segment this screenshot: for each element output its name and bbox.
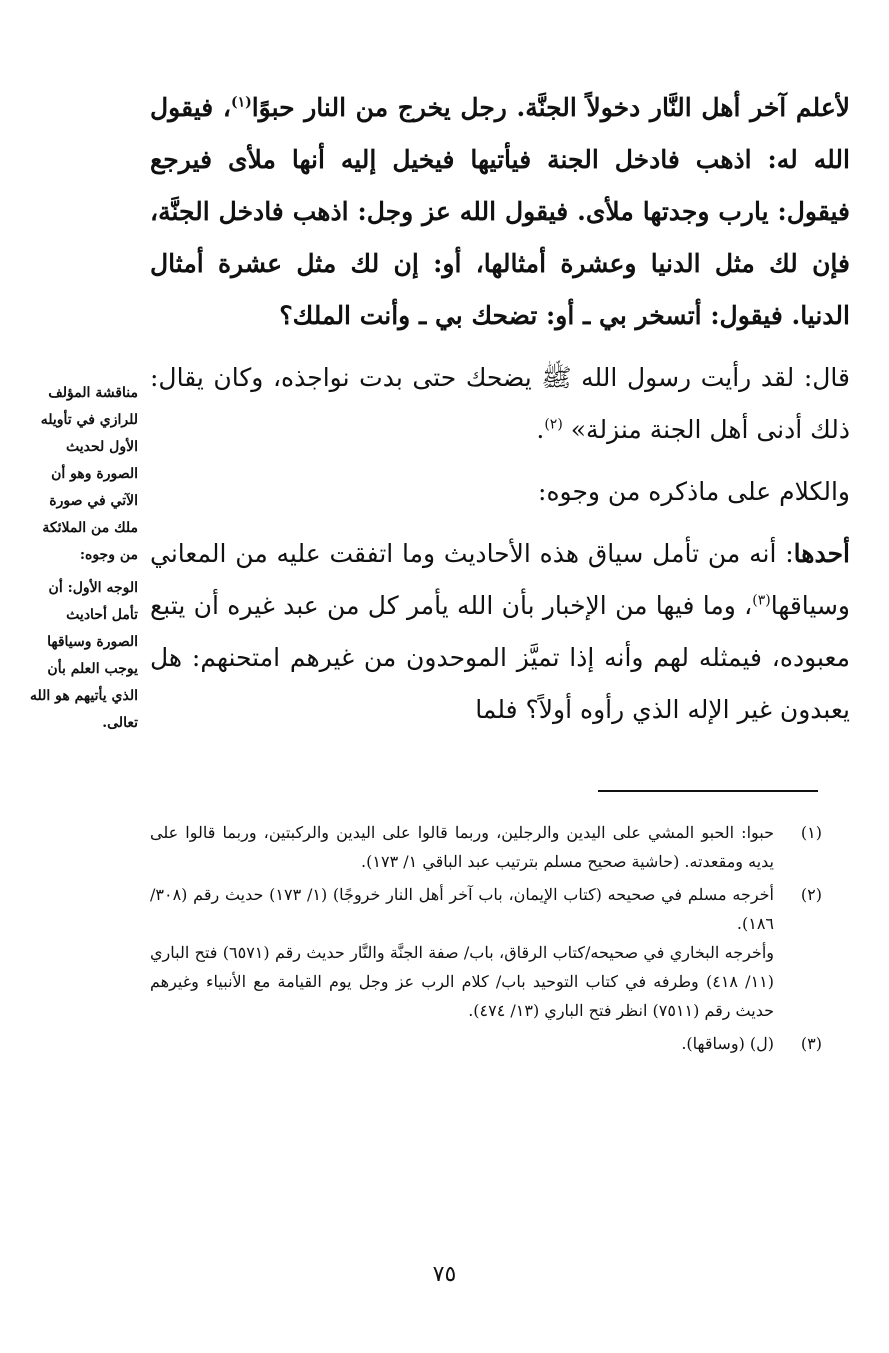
footnote-number: (٢) bbox=[800, 885, 822, 904]
narrator-paragraph bbox=[150, 352, 850, 456]
footnote-text: حبوا: الحبو المشي على اليدين والرجلين، وربما قالوا على اليدين والركبتين، وربما قالوا على يديه ومقعدته. (حاشية صحيح مسلم بترتيب عبد الباقي ١/ ١٧٣). bbox=[150, 823, 774, 871]
footnote-text: أخرجه مسلم في صحيحه (كتاب الإيمان، باب آخر أهل النار خروجًا) (١/ ١٧٣) حديث رقم (٣٠٨/ ١٨٦). bbox=[150, 885, 775, 933]
first-point-label: أحدها bbox=[793, 539, 850, 568]
footnote-1 bbox=[150, 818, 822, 876]
margin-notes bbox=[22, 380, 138, 743]
narrator-text: قال: لقد رأيت رسول الله ﷺ يضحك حتى بدت نواجذه، وكان يقال: ذلك أدنى أهل الجنة منزلة» bbox=[150, 363, 850, 444]
footnote-body bbox=[150, 1029, 774, 1058]
footnote-divider bbox=[598, 790, 818, 792]
discussion-intro: والكلام على ماذكره من وجوه: bbox=[538, 477, 850, 506]
hadith-text-continued: ، فيقول الله له: اذهب فادخل الجنة فيأتيها فيخيل إليه أنها ملأى فيرجع فيقول: يارب وجدتها ملأى. فيقول الله عز وجل: اذهب فادخل الجنَّة، فإن لك مثل الدنيا وعشرة أمثالها، أو: إن لك مثل عشرة أمثال الدنيا. فيقول: أتسخر بي ـ أو: تضحك بي ـ وأنت الملك؟ bbox=[150, 93, 850, 330]
footnote-ref-2[interactable]: (٢) bbox=[544, 416, 563, 433]
margin-note-2: الوجه الأول: أن تأمل أحاديث الصورة وسياقها يوجب العلم بأن الذي يأتيهم هو الله تعالى. bbox=[29, 580, 138, 731]
footnotes bbox=[150, 818, 822, 1062]
margin-note-1: مناقشة المؤلف للرازي في تأويله الأول لحديث الصورة وهو أن الآتي في صورة ملك من الملائكة من وجوه: bbox=[40, 385, 138, 563]
footnote-body bbox=[150, 880, 774, 1025]
hadith-text: لأعلم آخر أهل النَّار دخولاً الجنَّة. رجل يخرج من النار حبوًا bbox=[251, 93, 850, 122]
footnote-ref-1[interactable]: (١) bbox=[230, 94, 252, 111]
page-number: ٧٥ bbox=[432, 1262, 457, 1287]
first-point-text: : أنه من تأمل سياق هذه الأحاديث وما اتفقت عليه من المعاني وسياقها bbox=[150, 539, 850, 620]
footnote-3 bbox=[150, 1029, 822, 1058]
narrator-end: . bbox=[536, 415, 545, 444]
hadith-paragraph bbox=[150, 82, 850, 342]
footnote-text: وأخرجه البخاري في صحيحه/كتاب الرقاق، باب/ صفة الجنَّة والنَّار حديث رقم (٦٥٧١) فتح الباري (١١/ ٤١٨) وطرفه في كتاب التوحيد باب/ كلام الرب عز وجل يوم القيامة مع الأنبياء وغيرهم حديث رقم (٧٥١١) انظر فتح الباري (١٣/ ٤٧٤). bbox=[150, 943, 775, 1020]
footnote-2 bbox=[150, 880, 822, 1025]
first-point-paragraph bbox=[150, 528, 850, 736]
footnote-number: (١) bbox=[800, 823, 822, 842]
first-point-text-continued: ، وما فيها من الإخبار بأن الله يأمر كل من عبد غيره أن يتبع معبوده، فيمثله لهم وأنه إذا تميَّز الموحدون من غيرهم امتحنهم: هل يعبدون غير الإله الذي رأوه أولاً؟ فلما bbox=[150, 591, 850, 724]
footnote-body bbox=[150, 818, 774, 876]
footnote-ref-3[interactable]: (٣) bbox=[752, 592, 771, 609]
main-text bbox=[150, 82, 850, 736]
footnote-number: (٣) bbox=[800, 1034, 822, 1053]
footnote-text: (ل) (وساقها). bbox=[681, 1034, 774, 1053]
